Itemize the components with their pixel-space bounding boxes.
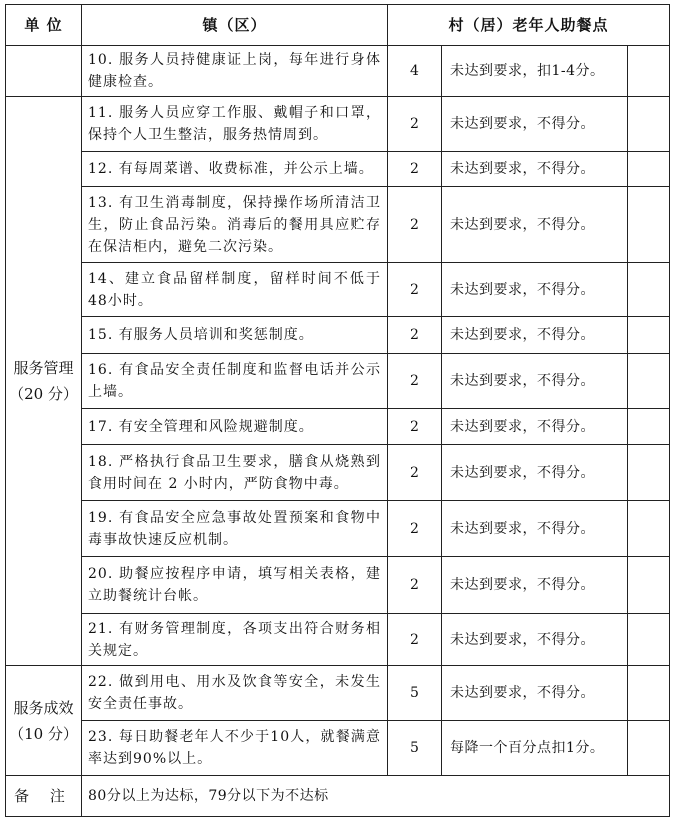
scoring-rule: 未达到要求，不得分。 bbox=[442, 445, 628, 501]
table-row bbox=[6, 445, 670, 501]
score-value: 2 bbox=[388, 317, 442, 354]
table-row bbox=[6, 409, 670, 445]
footer-row bbox=[6, 776, 670, 817]
table-row bbox=[6, 46, 670, 97]
table-row bbox=[6, 501, 670, 557]
blank-cell bbox=[628, 46, 670, 97]
scoring-rule: 每降一个百分点扣1分。 bbox=[442, 721, 628, 776]
score-value: 2 bbox=[388, 501, 442, 557]
blank-cell bbox=[628, 317, 670, 354]
blank-cell bbox=[628, 614, 670, 666]
score-value: 5 bbox=[388, 721, 442, 776]
table-row bbox=[6, 97, 670, 152]
table-row bbox=[6, 187, 670, 263]
blank-cell bbox=[628, 97, 670, 152]
table-row bbox=[6, 152, 670, 187]
scoring-rule: 未达到要求，不得分。 bbox=[442, 501, 628, 557]
score-value: 2 bbox=[388, 152, 442, 187]
item-text: 11. 服务人员应穿工作服、戴帽子和口罩，保持个人卫生整洁，服务热情周到。 bbox=[82, 97, 388, 152]
table-row bbox=[6, 317, 670, 354]
score-value: 2 bbox=[388, 557, 442, 614]
score-value: 4 bbox=[388, 46, 442, 97]
score-value: 2 bbox=[388, 614, 442, 666]
item-text: 23. 每日助餐老年人不少于10人，就餐满意率达到90%以上。 bbox=[82, 721, 388, 776]
item-text: 13. 有卫生消毒制度，保持操作场所清洁卫生，防止食品污染。消毒后的餐用具应贮存在保洁柜内，避免二次污染。 bbox=[82, 187, 388, 263]
scoring-rule: 未达到要求，扣1-4分。 bbox=[442, 46, 628, 97]
scoring-rule: 未达到要求，不得分。 bbox=[442, 354, 628, 409]
evaluation-table bbox=[5, 4, 670, 817]
table-row bbox=[6, 263, 670, 317]
header-unit: 单 位 bbox=[6, 5, 82, 46]
table-row bbox=[6, 557, 670, 614]
blank-cell bbox=[628, 263, 670, 317]
group-points: （10 分） bbox=[9, 724, 78, 743]
header-village: 村（居）老年人助餐点 bbox=[388, 5, 670, 46]
blank-cell bbox=[628, 152, 670, 187]
item-text: 12. 有每周菜谱、收费标准，并公示上墙。 bbox=[82, 152, 388, 187]
item-text: 15. 有服务人员培训和奖惩制度。 bbox=[82, 317, 388, 354]
scoring-rule: 未达到要求，不得分。 bbox=[442, 97, 628, 152]
table-row bbox=[6, 666, 670, 721]
scoring-rule: 未达到要求，不得分。 bbox=[442, 152, 628, 187]
remarks-label: 备 注 bbox=[6, 776, 82, 817]
item-text: 22. 做到用电、用水及饮食等安全，未发生安全责任事故。 bbox=[82, 666, 388, 721]
blank-cell bbox=[628, 666, 670, 721]
blank-cell bbox=[628, 409, 670, 445]
table-row bbox=[6, 614, 670, 666]
header-town: 镇（区） bbox=[82, 5, 388, 46]
blank-cell bbox=[628, 354, 670, 409]
score-value: 2 bbox=[388, 97, 442, 152]
group-title: 服务管理 bbox=[13, 359, 74, 377]
item-text: 16. 有食品安全责任制度和监督电话并公示上墙。 bbox=[82, 354, 388, 409]
table-row bbox=[6, 354, 670, 409]
item-text: 18. 严格执行食品卫生要求，膳食从烧熟到食用时间在 2 小时内，严防食物中毒。 bbox=[82, 445, 388, 501]
score-value: 2 bbox=[388, 409, 442, 445]
group-title: 服务成效 bbox=[13, 698, 74, 717]
blank-cell bbox=[628, 557, 670, 614]
blank-cell bbox=[628, 721, 670, 776]
remarks-text: 80分以上为达标，79分以下为不达标 bbox=[82, 776, 670, 817]
unit-cell-empty bbox=[6, 46, 82, 97]
score-value: 2 bbox=[388, 354, 442, 409]
item-text: 10. 服务人员持健康证上岗，每年进行身体健康检查。 bbox=[82, 46, 388, 97]
scoring-rule: 未达到要求，不得分。 bbox=[442, 263, 628, 317]
group-points: （20 分） bbox=[9, 385, 78, 403]
item-text: 19. 有食品安全应急事故处置预案和食物中毒事故快速反应机制。 bbox=[82, 501, 388, 557]
scoring-rule: 未达到要求，不得分。 bbox=[442, 666, 628, 721]
score-value: 5 bbox=[388, 666, 442, 721]
item-text: 20. 助餐应按程序申请，填写相关表格，建立助餐统计台帐。 bbox=[82, 557, 388, 614]
blank-cell bbox=[628, 501, 670, 557]
group-service-results bbox=[6, 666, 82, 776]
item-text: 17. 有安全管理和风险规避制度。 bbox=[82, 409, 388, 445]
scoring-rule: 未达到要求，不得分。 bbox=[442, 409, 628, 445]
table-header-row bbox=[6, 5, 670, 46]
scoring-rule: 未达到要求，不得分。 bbox=[442, 557, 628, 614]
score-value: 2 bbox=[388, 187, 442, 263]
item-text: 14、建立食品留样制度，留样时间不低于48小时。 bbox=[82, 263, 388, 317]
blank-cell bbox=[628, 187, 670, 263]
score-value: 2 bbox=[388, 445, 442, 501]
scoring-rule: 未达到要求，不得分。 bbox=[442, 317, 628, 354]
scoring-rule: 未达到要求，不得分。 bbox=[442, 187, 628, 263]
table-row bbox=[6, 721, 670, 776]
group-service-management bbox=[6, 97, 82, 666]
scoring-rule: 未达到要求，不得分。 bbox=[442, 614, 628, 666]
blank-cell bbox=[628, 445, 670, 501]
score-value: 2 bbox=[388, 263, 442, 317]
item-text: 21. 有财务管理制度，各项支出符合财务相关规定。 bbox=[82, 614, 388, 666]
